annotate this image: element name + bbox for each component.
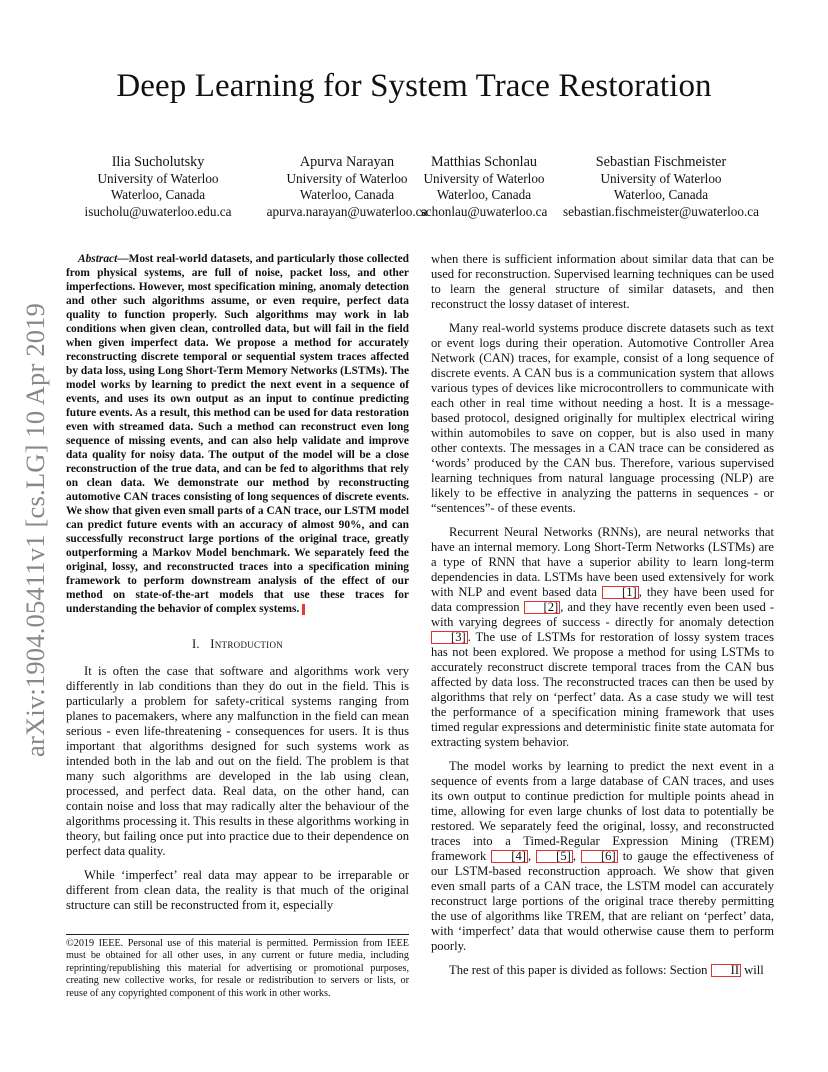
citation-link[interactable]: [3] bbox=[431, 631, 468, 644]
abstract bbox=[66, 252, 409, 616]
author-email[interactable]: isucholu@uwaterloo.edu.ca bbox=[84, 203, 232, 219]
author-1 bbox=[78, 154, 238, 220]
paragraph bbox=[431, 963, 774, 978]
author-location: Waterloo, Canada bbox=[613, 187, 709, 202]
author-2 bbox=[262, 154, 432, 220]
author-3 bbox=[418, 154, 550, 220]
author-location: Waterloo, Canada bbox=[436, 187, 532, 202]
citation-link[interactable]: [6] bbox=[581, 850, 618, 863]
text-cursor bbox=[302, 604, 305, 615]
text-run: The rest of this paper is divided as follows: Section bbox=[449, 963, 711, 977]
paragraph bbox=[431, 525, 774, 750]
author-name: Sebastian Fischmeister bbox=[595, 154, 727, 170]
text-run: , bbox=[572, 849, 581, 863]
citation-link[interactable]: [4] bbox=[491, 850, 528, 863]
author-affiliation: University of Waterloo bbox=[286, 170, 408, 186]
author-email[interactable]: sebastian.fischmeister@uwaterloo.ca bbox=[563, 203, 759, 219]
section-heading bbox=[66, 637, 409, 652]
abstract-label: Abstract bbox=[78, 253, 118, 265]
author-block bbox=[74, 154, 764, 224]
author-affiliation: University of Waterloo bbox=[600, 170, 722, 186]
section-title: Introduction bbox=[210, 637, 284, 651]
author-location: Waterloo, Canada bbox=[110, 187, 206, 202]
author-name: Ilia Sucholutsky bbox=[111, 154, 205, 170]
text-run: to gauge the effectiveness of our LSTM-based reconstruction approach. We show that given even small parts of a CAN trace, the LSTM model can accurately reconstruct large portions of the original trace thereby permitting the use of algorithms like TREM, that are reliant on ‘perfect’ data, with ‘imperfect’ data that would otherwise cause them to perform poorly. bbox=[431, 849, 774, 953]
citation-link[interactable]: [5] bbox=[536, 850, 573, 863]
author-4 bbox=[556, 154, 766, 220]
paragraph bbox=[431, 759, 774, 954]
author-email[interactable]: schonlau@uwaterloo.ca bbox=[420, 203, 548, 219]
author-email[interactable]: apurva.narayan@uwaterloo.ca bbox=[266, 203, 428, 219]
citation-link[interactable]: [1] bbox=[602, 586, 639, 599]
section-number: I. bbox=[191, 637, 200, 651]
text-run: The model works by learning to predict the next event in a sequence of events from a large database of CAN traces, and uses its own output to continue prediction for multiple points ahead in time, allowing for even large chunks of lost data to potentially be restored. We separately feed the original, lossy, and reconstructed traces into a Timed-Regular Expression Mining (TREM) framework bbox=[431, 759, 774, 863]
paper-title: Deep Learning for System Trace Restoration bbox=[116, 68, 712, 104]
paragraph: It is often the case that software and algorithms work very differently in lab conditions than they do out in the field. This is particularly a problem for safety-critical systems ranging from planes to pacemakers, where any malfunction in the field can mean serious - even life-threatening - consequences for users. It is thus important that algorithms designed for such systems work as intended both in the lab and out on the field. The problem is that many such algorithms are developed in the lab using clean, processed, and perfect data. Real data, on the other hand, can contain noise and loss that may radically alter the behaviour of the algorithms processing it. This results in these algorithms working in theory, but failing once put into practice due to their dependence on perfect data quality. bbox=[66, 664, 409, 858]
left-column bbox=[66, 252, 409, 922]
citation-link[interactable]: [2] bbox=[524, 601, 561, 614]
section-link[interactable]: II bbox=[711, 964, 741, 977]
abstract-text: —Most real-world datasets, and particularly those collected from physical systems, are full of noise, packet loss, and other imperfections. However, most specification mining, anomaly detection and other such algorithms assume, or even require, perfect data quality to function properly. Such algorithms may work in lab conditions when given clean, controlled data, but will fail in the field when given imperfect data. We propose a method for accurately reconstructing discrete temporal or sequential system traces affected by data loss, using Long Short-Term Memory Networks (LSTMs). The model works by learning to predict the next event in a sequence of events, and uses its own output as an input to continue predicting future events. As a result, this method can be used for data restoration even with streamed data. Such a method can reconstruct even long sequence of missing events, and can also help validate and improve data quality for noisy data. The output of the model will be a close reconstruction of the true data, and can be fed to algorithms that rely on clean data. We demonstrate our method by reconstructing automotive CAN traces consisting of long sequences of discrete events. We show that given even small parts of a CAN trace, our LSTM model can predict future events with an accuracy of almost 90%, and can successfully reconstruct large portions of the original trace, greatly outperforming a Markov Model benchmark. We separately feed the original, lossy, and reconstructed traces into a specification mining framework to perform downstream analysis of the effect of our method on state-of-the-art models that use these traces for understanding the behavior of complex systems. bbox=[66, 253, 409, 615]
text-run: . The use of LSTMs for restoration of lossy system traces has not been explored. We propose a method for using LSTMs to accurately reconstruct discrete temporal traces from the CAN bus affected by data loss. The reconstructed traces can then be used by algorithms that rely on ‘perfect’ data. As a case study we will test the performance of a specification mining framework that uses timed regular expressions and deterministic finite state automata for extracting system behavior. bbox=[431, 630, 774, 749]
text-run: will bbox=[741, 963, 764, 977]
paragraph: While ‘imperfect’ real data may appear to be irreparable or different from clean data, the reality is that much of the original structure can still be reconstructed from it, especially bbox=[66, 868, 409, 912]
author-affiliation: University of Waterloo bbox=[423, 170, 545, 186]
text-run: , and they have recently even been used - with varying degrees of success - directly for anomaly detection bbox=[431, 600, 775, 629]
text-run: Recurrent Neural Networks (RNNs), are neural networks that have an internal memory. Long Short-Term Networks (LSTMs) are a type of RNN that have a superior ability to learn long-term dependencies in data. LSTMs have been used extensively for work with NLP and event based data bbox=[431, 525, 774, 599]
author-location: Waterloo, Canada bbox=[299, 187, 395, 202]
paragraph: Many real-world systems produce discrete datasets such as text or event logs during their operation. Automotive Controller Area Network (CAN) traces, for example, consist of a long sequence of discrete events. A CAN bus is a communication system that allows various types of devices like microcontrollers to communicate with each other in real time without needing a host. It is a message-based protocol, designed originally for multiplex electrical wiring within automobiles to save on copper, but is also used in many other contexts. The messages in a CAN trace can be considered as ‘words’ produced by the CAN bus. Therefore, various supervised learning techniques from natural language processing (NLP) are likely to be effective in analyzing the patterns in sequences - or “sentences”- of these events. bbox=[431, 321, 774, 515]
copyright-footnote: ©2019 IEEE. Personal use of this material is permitted. Permission from IEEE must be obtained for all other uses, in any current or future media, including reprinting/republishing this material for advertising or promotional purposes, creating new collective works, for resale or redistribution to servers or lists, or reuse of any copyrighted component of this work in other works. bbox=[66, 934, 409, 1000]
arxiv-stamp[interactable]: arXiv:1904.05411v1 [cs.LG] 10 Apr 2019 bbox=[20, 302, 50, 757]
author-affiliation: University of Waterloo bbox=[97, 170, 219, 186]
author-name: Apurva Narayan bbox=[299, 154, 395, 170]
text-run: , they have been used for data compression bbox=[431, 585, 775, 614]
text-run: , bbox=[527, 849, 537, 863]
author-name: Matthias Schonlau bbox=[431, 154, 537, 170]
paragraph: when there is sufficient information about similar data that can be used for reconstruction. Supervised learning techniques can be used to learn the general structure of similar datasets, and then reconstruct the lossy dataset of interest. bbox=[431, 252, 774, 311]
right-column bbox=[431, 252, 774, 987]
